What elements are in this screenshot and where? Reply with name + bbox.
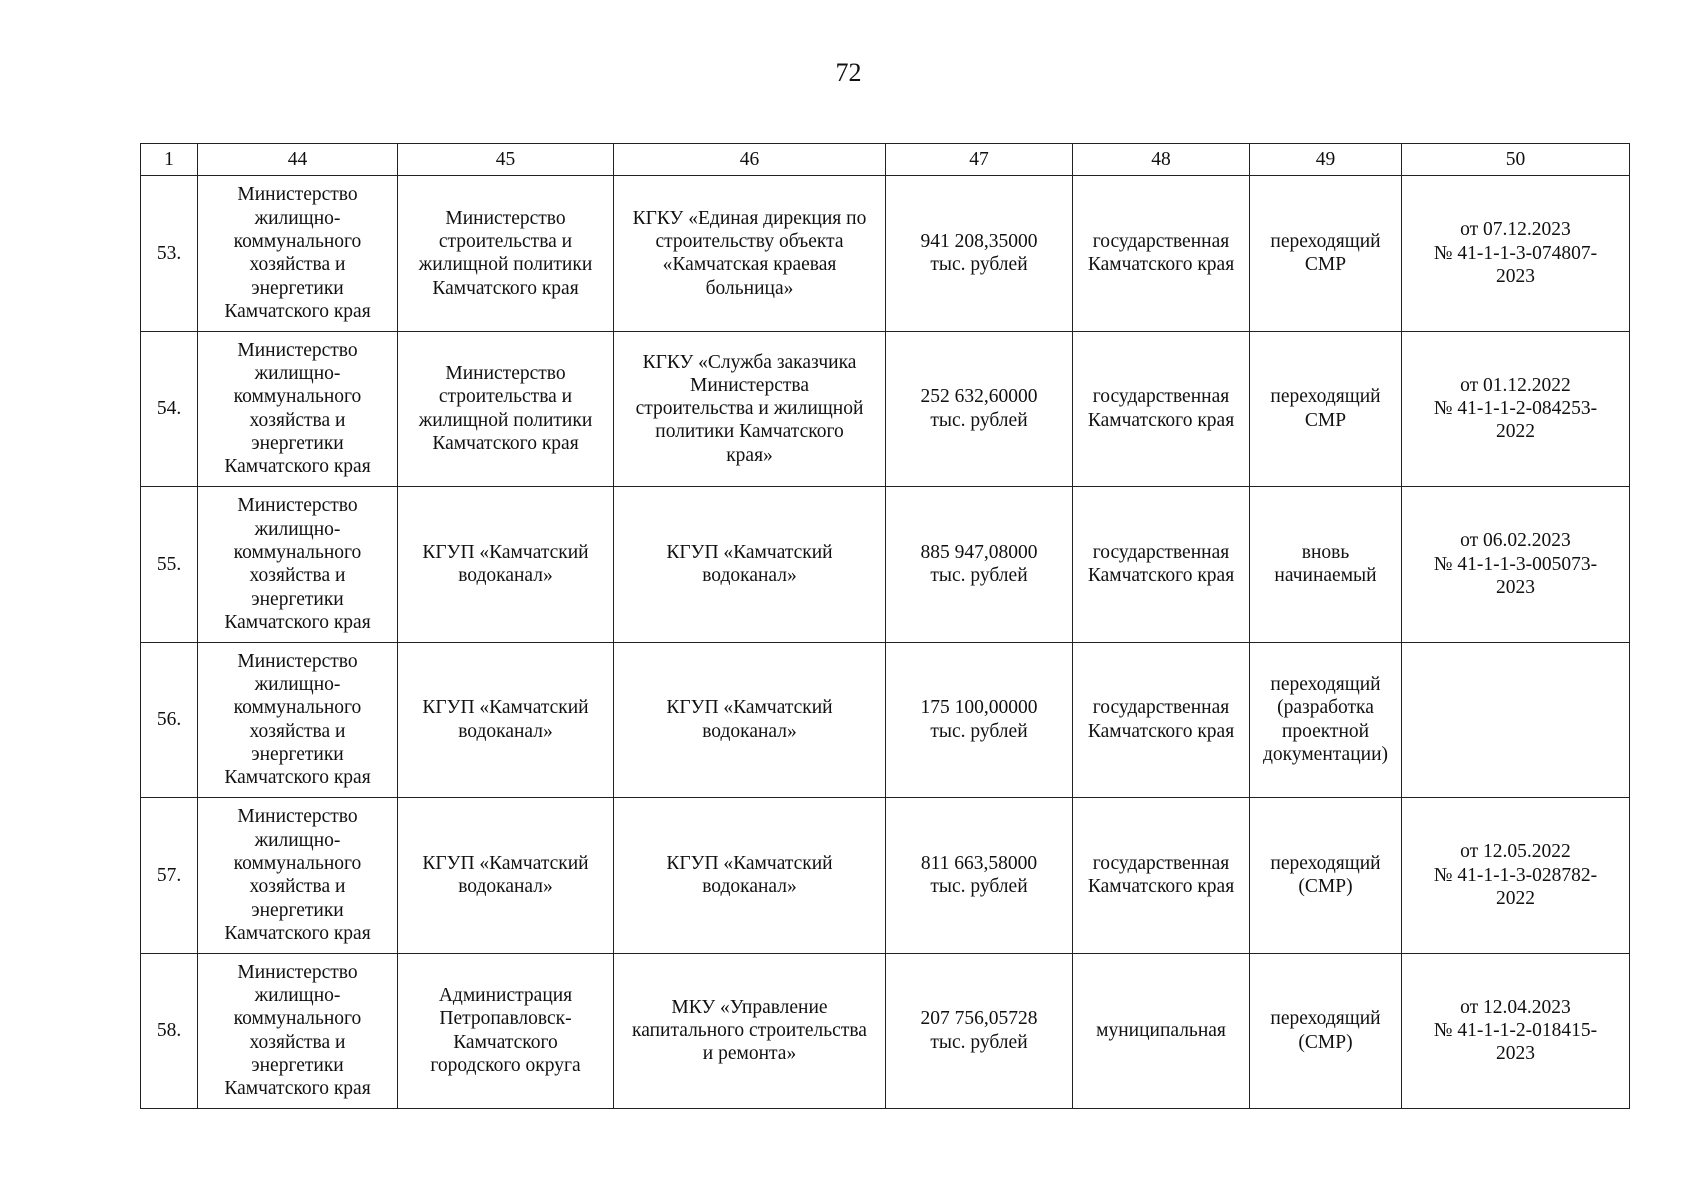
table-row <box>141 798 1630 954</box>
developer-cell: Администрация Петропавловск- Камчатского городского округа <box>398 953 614 1109</box>
ownership-cell: государственная Камчатского края <box>1073 331 1250 487</box>
header-cell-col45: 45 <box>398 144 614 176</box>
row-number-cell: 53. <box>141 176 198 332</box>
table-row <box>141 487 1630 643</box>
table-row <box>141 953 1630 1109</box>
ministry-cell: Министерство жилищно- коммунального хозяйства и энергетики Камчатского края <box>198 642 398 798</box>
header-cell-col47: 47 <box>886 144 1073 176</box>
ministry-cell: Министерство жилищно- коммунального хозяйства и энергетики Камчатского края <box>198 798 398 954</box>
header-cell-col50: 50 <box>1402 144 1630 176</box>
cost-cell: 885 947,08000 тыс. рублей <box>886 487 1073 643</box>
cost-cell: 252 632,60000 тыс. рублей <box>886 331 1073 487</box>
expertise-cell: от 07.12.2023 № 41-1-1-3-074807- 2023 <box>1402 176 1630 332</box>
header-cell-col48: 48 <box>1073 144 1250 176</box>
customer-cell: КГКУ «Единая дирекция по строительству объекта «Камчатская краевая больница» <box>614 176 886 332</box>
developer-cell: КГУП «Камчатский водоканал» <box>398 642 614 798</box>
status-cell: переходящий (СМР) <box>1250 953 1402 1109</box>
ministry-cell: Министерство жилищно- коммунального хозяйства и энергетики Камчатского края <box>198 331 398 487</box>
table-row <box>141 331 1630 487</box>
developer-cell: Министерство строительства и жилищной политики Камчатского края <box>398 176 614 332</box>
ownership-cell: государственная Камчатского края <box>1073 487 1250 643</box>
expertise-cell <box>1402 642 1630 798</box>
status-cell: переходящий (СМР) <box>1250 798 1402 954</box>
status-cell: переходящий СМР <box>1250 176 1402 332</box>
ownership-cell: государственная Камчатского края <box>1073 176 1250 332</box>
row-number-cell: 57. <box>141 798 198 954</box>
customer-cell: КГУП «Камчатский водоканал» <box>614 487 886 643</box>
ownership-cell: государственная Камчатского края <box>1073 798 1250 954</box>
cost-cell: 811 663,58000 тыс. рублей <box>886 798 1073 954</box>
customer-cell: КГУП «Камчатский водоканал» <box>614 798 886 954</box>
expertise-cell: от 01.12.2022 № 41-1-1-2-084253- 2022 <box>1402 331 1630 487</box>
developer-cell: Министерство строительства и жилищной политики Камчатского края <box>398 331 614 487</box>
customer-cell: МКУ «Управление капитального строительства и ремонта» <box>614 953 886 1109</box>
row-number-cell: 58. <box>141 953 198 1109</box>
ownership-cell: государственная Камчатского края <box>1073 642 1250 798</box>
row-number-cell: 56. <box>141 642 198 798</box>
ownership-cell: муниципальная <box>1073 953 1250 1109</box>
row-number-cell: 54. <box>141 331 198 487</box>
expertise-cell: от 12.05.2022 № 41-1-1-3-028782- 2022 <box>1402 798 1630 954</box>
expertise-cell: от 12.04.2023 № 41-1-1-2-018415- 2023 <box>1402 953 1630 1109</box>
header-cell-col46: 46 <box>614 144 886 176</box>
customer-cell: КГУП «Камчатский водоканал» <box>614 642 886 798</box>
status-cell: переходящий СМР <box>1250 331 1402 487</box>
table-row <box>141 176 1630 332</box>
header-cell-col49: 49 <box>1250 144 1402 176</box>
header-cell-col1: 1 <box>141 144 198 176</box>
ministry-cell: Министерство жилищно- коммунального хозяйства и энергетики Камчатского края <box>198 176 398 332</box>
ministry-cell: Министерство жилищно- коммунального хозяйства и энергетики Камчатского края <box>198 953 398 1109</box>
status-cell: переходящий (разработка проектной документации) <box>1250 642 1402 798</box>
header-cell-col44: 44 <box>198 144 398 176</box>
page-number: 72 <box>835 58 862 87</box>
ministry-cell: Министерство жилищно- коммунального хозяйства и энергетики Камчатского края <box>198 487 398 643</box>
status-cell: вновь начинаемый <box>1250 487 1402 643</box>
expertise-cell: от 06.02.2023 № 41-1-1-3-005073- 2023 <box>1402 487 1630 643</box>
table-row <box>141 642 1630 798</box>
developer-cell: КГУП «Камчатский водоканал» <box>398 798 614 954</box>
cost-cell: 207 756,05728 тыс. рублей <box>886 953 1073 1109</box>
customer-cell: КГКУ «Служба заказчика Министерства строительства и жилищной политики Камчатского края» <box>614 331 886 487</box>
cost-cell: 941 208,35000 тыс. рублей <box>886 176 1073 332</box>
row-number-cell: 55. <box>141 487 198 643</box>
header-row <box>141 144 1630 176</box>
registry-table <box>140 143 1630 1109</box>
cost-cell: 175 100,00000 тыс. рублей <box>886 642 1073 798</box>
developer-cell: КГУП «Камчатский водоканал» <box>398 487 614 643</box>
